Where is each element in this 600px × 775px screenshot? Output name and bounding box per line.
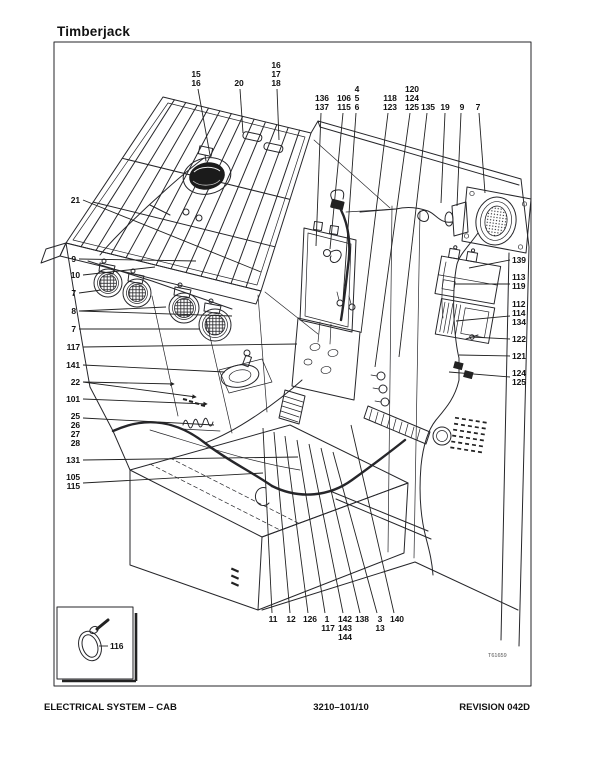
callout-122: 122 [512,334,526,344]
callout-116: 116 [110,641,124,651]
callout-6: 6 [354,102,360,112]
callout-21: 21 [70,195,80,205]
callout-22: 22 [70,377,80,387]
figure-number: T61659 [488,653,507,659]
callout-112: 112 [512,299,526,309]
callout-117: 117 [66,342,80,352]
page-title: Timberjack [57,24,131,39]
callout-136: 136 [315,93,329,103]
callout-3: 3 [377,614,383,624]
callout-114: 114 [512,308,526,318]
callout-141: 141 [66,360,80,370]
callout-7: 7 [71,288,76,298]
callout-15: 15 [191,69,201,79]
footer-revision: REVISION 042D [459,702,530,713]
callout-7: 7 [71,324,76,334]
callout-106: 106 [337,93,351,103]
callout-19: 19 [440,102,450,112]
callout-125: 125 [512,377,526,387]
callout-113: 113 [512,272,526,282]
callout-142: 142 [338,614,352,624]
callout-25: 25 [70,411,80,421]
callout-117: 117 [321,623,335,633]
callout-17: 17 [271,69,281,79]
callout-125: 125 [405,102,419,112]
callout-131: 131 [66,455,80,465]
callout-9: 9 [459,102,465,112]
callout-8: 8 [71,306,76,316]
callout-139: 139 [512,255,526,265]
callout-10: 10 [70,270,80,280]
callout-16: 16 [191,78,201,88]
callout-28: 28 [70,438,80,448]
callout-118: 118 [383,93,397,103]
callout-101: 101 [66,394,80,404]
callout-1: 1 [324,614,330,624]
callout-16: 16 [271,60,281,70]
callout-123: 123 [383,102,397,112]
callout-11: 11 [268,614,278,624]
callout-7: 7 [475,102,481,112]
callout-12: 12 [286,614,296,624]
callout-18: 18 [271,78,281,88]
callout-124: 124 [405,93,419,103]
callout-13: 13 [375,623,385,633]
callout-126: 126 [303,614,317,624]
callout-124: 124 [512,368,526,378]
callout-27: 27 [70,429,80,439]
callout-121: 121 [512,351,526,361]
callout-115: 115 [337,102,351,112]
callout-119: 119 [512,281,526,291]
footer-page-number: 3210–101/10 [313,702,369,713]
callout-5: 5 [354,93,360,103]
callout-143: 143 [338,623,352,633]
callout-134: 134 [512,317,526,327]
callout-105: 105 [66,472,80,482]
callout-138: 138 [355,614,369,624]
callout-120: 120 [405,84,419,94]
callout-135: 135 [421,102,435,112]
callout-20: 20 [234,78,244,88]
callout-26: 26 [70,420,80,430]
callout-115: 115 [66,481,80,491]
callout-9: 9 [71,254,76,264]
footer-section-title: ELECTRICAL SYSTEM – CAB [44,702,177,713]
callout-4: 4 [354,84,360,94]
callout-140: 140 [390,614,404,624]
callout-137: 137 [315,102,329,112]
callout-144: 144 [338,632,352,642]
